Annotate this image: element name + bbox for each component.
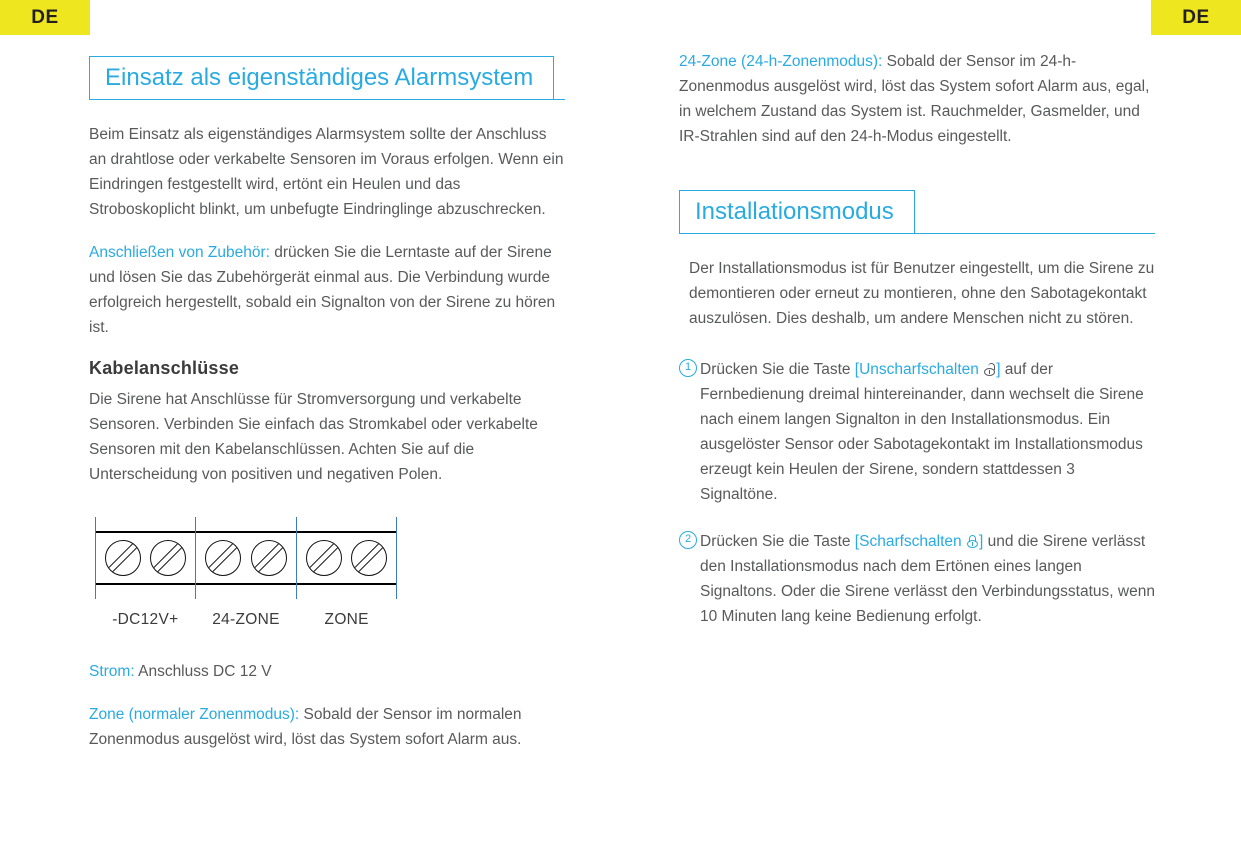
- step-text-before: Drücken Sie die Taste: [700, 533, 855, 550]
- section-heading-standalone-alarm: [89, 35, 565, 100]
- accessory-paragraph: [89, 240, 565, 340]
- zone24-paragraph: [679, 49, 1155, 149]
- zone-text: Sobald der Sensor im normalen Zonenmodus ausgelöst wird, löst das System sofort Alarm aus.: [89, 706, 522, 748]
- terminal-label: 24-ZONE: [212, 611, 280, 628]
- screw-terminal-icon: [351, 540, 387, 576]
- terminal-block: [195, 517, 296, 599]
- terminal-screw-group: [96, 531, 195, 585]
- accessory-label: Anschließen von Zubehör:: [89, 244, 270, 261]
- step-text-after: und die Sirene verlässt den Installationsmodus nach dem Ertönen eines langen Signaltons. Oder die Sirene verlässt den Verbindungsstatus, wenn 10 Minuten lang keine Bedienung erfolgt.: [700, 533, 1155, 625]
- step-key-label: Unscharfschalten: [859, 361, 979, 378]
- step-bracket-close: ]: [978, 533, 984, 550]
- section-title: Installationsmodus: [695, 198, 894, 225]
- section-heading-installation-mode: [679, 189, 1155, 234]
- terminal-block-diagram: [95, 517, 397, 599]
- intro-paragraph: Beim Einsatz als eigenständiges Alarmsystem sollte der Anschluss an drahtlose oder verkabelte Sensoren im Voraus erfolgen. Wenn ein Eindringen festgestellt wird, ertönt ein Heulen und das Stroboskoplicht blinkt, um unbefugte Eindringlinge abzuschrecken.: [89, 126, 564, 218]
- screw-terminal-icon: [150, 540, 186, 576]
- terminal-label: ZONE: [324, 611, 369, 628]
- power-label: Strom:: [89, 663, 135, 680]
- terminal-label: -DC12V+: [112, 611, 179, 628]
- zone24-label: 24-Zone (24-h-Zonenmodus):: [679, 53, 883, 70]
- language-tab-right-label: DE: [1182, 6, 1210, 28]
- power-text: Anschluss DC 12 V: [134, 663, 272, 680]
- zone-label: Zone (normaler Zonenmodus):: [89, 706, 300, 723]
- step-text-after: auf der Fernbedienung dreimal hintereinander, dann wechselt die Sirene nach einem langen Signalton in den Installationsmodus. Ein ausgelöster Sensor oder Sabotagekontakt im Installationsmodus erzeugt kein Heulen der Sirene, sondern stattdessen 3 Signaltöne.: [700, 361, 1144, 503]
- page-body: [0, 35, 1241, 842]
- lock-icon: [967, 535, 978, 548]
- terminal-screw-group: [297, 531, 396, 585]
- zone-paragraph: [89, 702, 565, 752]
- power-paragraph: [89, 659, 565, 684]
- terminal-label-row: [95, 603, 397, 629]
- step-number-badge: 1: [679, 359, 697, 377]
- installation-steps-list: [679, 357, 1155, 629]
- list-item: [679, 357, 1155, 507]
- terminal-block: [95, 517, 196, 599]
- step-number-badge: 2: [679, 531, 697, 549]
- unlock-icon: [984, 363, 995, 376]
- language-tab-right: [1151, 0, 1241, 35]
- terminal-block: [296, 517, 397, 599]
- language-tab-left-label: DE: [31, 6, 59, 28]
- step-bracket-open: [: [854, 533, 860, 550]
- page-title: Einsatz als eigenständiges Alarmsystem: [105, 64, 534, 91]
- step-bracket-open: [: [854, 361, 860, 378]
- wiring-subheading: Kabelanschlüsse: [89, 358, 240, 378]
- screw-terminal-icon: [251, 540, 287, 576]
- terminal-band-bottom: [96, 583, 195, 585]
- zone24-text: Sobald der Sensor im 24-h-Zonenmodus ausgelöst wird, löst das System sofort Alarm aus, egal, in welchem Zustand das System ist. Rauchmelder, Gasmelder, und IR-Strahlen sind auf den 24-h-Modus eingestellt.: [679, 53, 1150, 145]
- left-column: [89, 35, 565, 770]
- installation-intro-paragraph: Der Installationsmodus ist für Benutzer eingestellt, um die Sirene zu demontieren oder erneut zu montieren, ohne den Sabotagekontakt auszulösen. Dies deshalb, um andere Menschen nicht zu stören.: [689, 260, 1155, 327]
- right-column: [679, 35, 1155, 651]
- heading-box: [89, 56, 554, 100]
- list-item: [679, 529, 1155, 629]
- wiring-paragraph: Die Sirene hat Anschlüsse für Stromversorgung und verkabelte Sensoren. Verbinden Sie einfach das Stromkabel oder verkabelte Sensoren mit den Kabelanschlüssen. Achten Sie auf die Unterscheidung von positiven und negativen Polen.: [89, 391, 538, 483]
- step-bracket-close: ]: [996, 361, 1001, 378]
- heading-box: [679, 190, 915, 234]
- screw-terminal-icon: [205, 540, 241, 576]
- accessory-text: drücken Sie die Lerntaste auf der Sirene und lösen Sie das Zubehörgerät einmal aus. Die Verbindung wurde erfolgreich hergestellt, sobald ein Signalton von der Sirene zu hören ist.: [89, 244, 556, 336]
- terminal-band-bottom: [196, 583, 295, 585]
- language-tab-left: [0, 0, 90, 35]
- terminal-band-bottom: [297, 583, 396, 585]
- step-text-before: Drücken Sie die Taste: [700, 361, 855, 378]
- screw-terminal-icon: [105, 540, 141, 576]
- terminal-screw-group: [196, 531, 295, 585]
- screw-terminal-icon: [306, 540, 342, 576]
- step-key-label: Scharfschalten: [859, 533, 962, 550]
